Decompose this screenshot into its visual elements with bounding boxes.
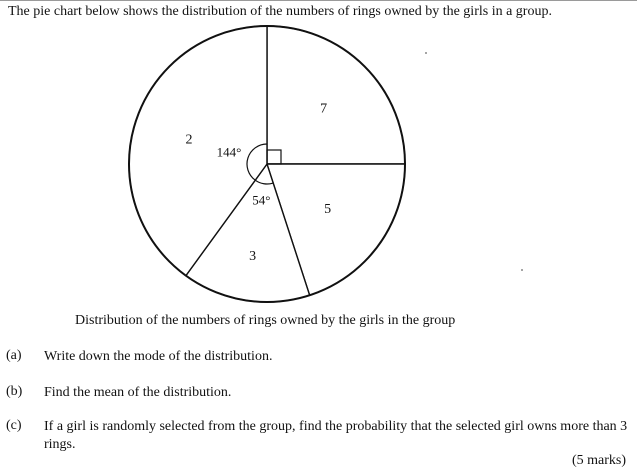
chart-caption: Distribution of the numbers of rings owned by the girls in the group <box>75 313 456 328</box>
slice-label-5: 5 <box>324 202 332 218</box>
slice-label-3: 3 <box>249 248 257 264</box>
marks-label: (5 marks) <box>571 453 626 468</box>
slice-label-2: 2 <box>185 132 193 148</box>
question-b-text: Find the mean of the distribution. <box>44 385 232 400</box>
angle-label-2: 144° <box>216 144 242 160</box>
question-c-label: (c) <box>6 418 22 433</box>
slice-label-7: 7 <box>320 101 328 117</box>
question-intro: The pie chart below shows the distribution of the numbers of rings owned by the girls in a group. <box>8 4 552 19</box>
pie-slice-7 <box>267 26 405 164</box>
scan-speck <box>521 269 523 271</box>
question-a-text: Write down the mode of the distribution. <box>44 349 273 364</box>
angle-label-3: 54° <box>252 192 271 208</box>
question-a-label: (a) <box>6 348 22 363</box>
scan-speck <box>425 52 427 54</box>
question-c-text: If a girl is randomly selected from the group, find the probability that the selected girl owns more than 3 rings. <box>44 419 628 452</box>
question-b-label: (b) <box>6 384 23 399</box>
